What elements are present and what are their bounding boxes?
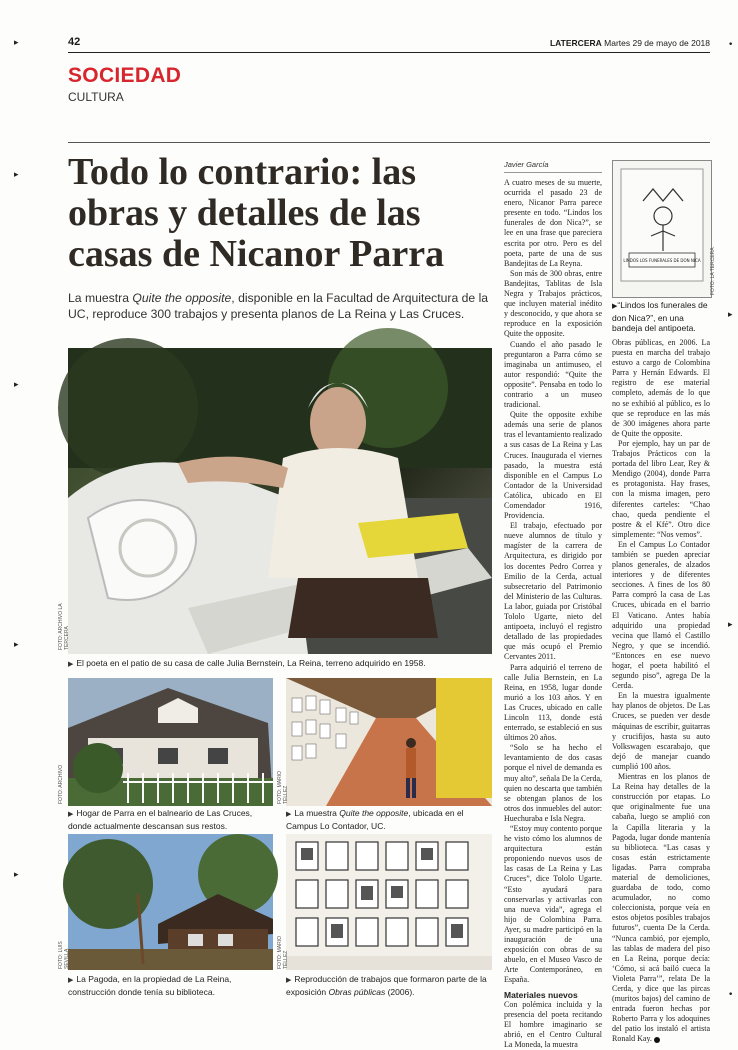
paragraph: “Solo se ha hecho el levantamiento de dos casas porque el nivel de demanda es muy alto”, señala De la Cerda, quien no descarta que también se obtengan planos de los otros dos inmuebles del autor: Huechuraba e Isla Negra.: [504, 743, 602, 823]
byline: Javier García: [504, 160, 549, 169]
scan-mark: ▸: [14, 640, 19, 650]
tray-text: LINDOS LOS FUNERALES DE DON NICA: [623, 258, 701, 263]
tray-photo: [612, 160, 712, 298]
paragraph: En el Campus Lo Contador también se pueden apreciar planos generales, de alzados interiores y de diferentes secciones. A fines de los 80 Parra compró la casa de Las Cruces, ubicada en el barrio El Vaticano. Antes había adquirido una propiedad vecina que llamó el Castillo Negro, y que se incendió. “Entonces en ese nuevo hogar, el poeta habilitó el segundo piso”, agrega De la Cerda.: [612, 539, 710, 691]
pagoda-photo: [68, 834, 273, 970]
gallery-photo: [286, 678, 492, 806]
works-photo: [286, 834, 492, 970]
scan-mark: ▸: [728, 620, 733, 630]
exhibition-hall-illustration: [286, 678, 492, 806]
issue-date: Martes 29 de mayo de 2018: [604, 38, 710, 48]
main-photo-credit: FOTO: ARCHIVO LA TERCERA: [58, 603, 70, 650]
pagoda-photo-credit: FOTO: LUIS SEVILLA: [58, 941, 70, 969]
subsection-title: CULTURA: [68, 90, 124, 104]
works-photo-caption: ▶ Reproducción de trabajos que formaron parte de la exposición Obras públicas (2006).: [286, 974, 487, 997]
scan-mark: ▸: [14, 38, 19, 48]
caption-arrow-icon: ▶: [68, 811, 74, 818]
main-photo-caption: ▶ El poeta en el patio de su casa de calle Julia Bernstein, La Reina, terreno adquirido en 1958.: [68, 658, 426, 668]
paragraph: Obras públicas, en 2006. La puesta en marcha del trabajo estuvo a cargo de Colombina Parra y Hernán Edwards. El registro de ese material completo, además de lo que no se exhibió al público, es lo que se reproduce en las más de 300 imágenes ahora parte de Quite the opposite.: [612, 338, 710, 438]
dateline: [550, 38, 710, 48]
works-photo-credit: FOTO: MARIO TÉLLEZ: [277, 936, 289, 969]
paragraph: Son más de 300 obras, entre Bandejitas, Tablitas de Isla Negra y Trabajos prácticos, que incluyen material inédito y desconocido, y que ahora se reproduce en la exposición Quite the opposite.: [504, 268, 602, 339]
scan-mark: ▸: [14, 380, 19, 390]
end-mark-icon: [654, 1037, 660, 1043]
poet-in-patio-illustration: [68, 348, 492, 654]
house-photo-caption: ▶ Hogar de Parra en el balneario de Las Cruces, donde actualmente descansan sus restos.: [68, 808, 253, 831]
house-photo-credit: FOTO: ARCHIVO: [58, 764, 64, 804]
brand-name: LATERCERA: [549, 38, 602, 48]
scan-mark: •: [728, 40, 734, 50]
pagoda-photo-caption: ▶ La Pagoda, en la propiedad de La Reina, construcción donde tenía su biblioteca.: [68, 974, 232, 997]
body-column-1: [504, 178, 602, 1049]
framed-works-illustration: [286, 834, 492, 970]
tray-photo-credit: FOTO: LA TERCERA: [710, 247, 716, 295]
tray-drawing: [613, 161, 711, 297]
deck: La muestra Quite the opposite, disponible en la Facultad de Arquitectura de la UC, reproduce 300 trabajos y presenta planos de La Reina y Las Cruces.: [68, 291, 489, 321]
main-photo: [68, 348, 492, 654]
paragraph: En la muestra igualmente hay planos de objetos. De Las Cruces, se pueden ver desde máquinas de escribir, guitarras y crucifijos, hasta su auto Volkswagen escarabajo, que dejó de manejar cuando cumplió 100 años.: [612, 691, 710, 771]
paragraph: Mientras en los planos de La Reina hay detalles de la construcción por etapas. Lo que originalmente fue una cabaña, luego se amplió con la Capilla literaria y la Pagoda, lugar donde mantenía su biblioteca. “Las casas y cosas están estrictamente ligadas. Parra compraba material de demoliciones, guardaba de todo, como acumulador, no como coleccionista, porque veía en estos objetos posibles trabajos futuros”, cuenta De la Cerda. “Nunca cambió, por ejemplo, las tablas de madera del piso en La Reina, porque decía: ‘Cómo, si acá bailó cueca la Violeta Parra’”, relata De la Cerda, y dice que las pircas (muritos bajos) del camino de entrada fueron hechas por Roberto Parra y los adoquines del patio los instaló el artista Ronald Kay.: [612, 772, 710, 1044]
scan-mark: ▸: [14, 170, 19, 180]
header-rule: [68, 52, 710, 53]
paragraph: Cuando el año pasado le preguntaron a Parra cómo se imaginaba un antimuseo, el autor respondió: “Quite the opposite”. Pensaba en todo lo contrario a un museo tradicional.: [504, 339, 602, 410]
scan-mark: ▸: [728, 310, 733, 320]
caption-arrow-icon: ▶: [68, 977, 74, 984]
pagoda-illustration: [68, 834, 273, 970]
paragraph: El trabajo, efectuado por nueve alumnos de título y magíster de la carrera de Arquitectura, es dirigido por los docentes Pedro Correa y Emilio de la Cerda, actual subsecretario del Patrimonio del Ministerio de las Culturas. La labor, guiada por Cristóbal Tololo Ugarte, nieto del antipoeta, incluyó el registro detallado de las propiedades que más ocupó el Premio Cervantes 2011.: [504, 521, 602, 662]
tray-caption: ▶“Lindos los funerales de don Nica?”, en una bandeja del antipoeta.: [612, 300, 708, 333]
las-cruces-house-illustration: [68, 678, 273, 806]
byline-rule: [504, 172, 602, 173]
body-column-2: [612, 338, 710, 1044]
paragraph: Por ejemplo, hay un par de Trabajos Prácticos con la portada del libro Lear, Rey & Mendigo (2004), donde Parra es protagonista. Hay frases, con la misma imagen, pero diferentes carteles: “Chao chao, queda pendiente el postre & el Kfé”. Otro dice simplemente: “Nos vemos”.: [612, 438, 710, 539]
section-rule: [68, 142, 710, 143]
caption-arrow-icon: ▶: [68, 661, 74, 668]
caption-arrow-icon: ▶: [286, 977, 292, 984]
paragraph: “Estoy muy contento porque he visto cómo los alumnos de arquitectura están proponiendo nuevos usos de las casas de La Reina y Las Cruces”, dice Tololo Ugarte. “Esto ayudará para conservarlas y activarlas con una nueva vida”, agrega el hijo de Colombina Parra. Ayer, su madre participó en la inauguración de una exposición con obras de su abuelo, en el Museo Vasco de Arte Contemporáneo, en España.: [504, 824, 602, 985]
house-photo: [68, 678, 273, 806]
paragraph: Quite the opposite exhibe además una serie de planos tras el levantamiento realizado a sus casas de La Reina y Las Cruces. Inaugurada el viernes pasado, la muestra está disponible en el Campus Lo Contador de la Universidad Católica, ubicado en El Comendador 1916, Providencia.: [504, 410, 602, 521]
paragraph: Con polémica incluida y la presencia del poeta recitando El hombre imaginario se abrió, en el Centro Cultural La Moneda, la muestra: [504, 999, 602, 1049]
caption-arrow-icon: ▶: [286, 811, 292, 818]
section-title: SOCIEDAD: [68, 64, 182, 87]
gallery-photo-credit: FOTO: MARIO TÉLLEZ: [277, 771, 289, 804]
page-number: 42: [68, 36, 81, 48]
headline: Todo lo contrario: las obras y detalles de las casas de Nicanor Parra: [68, 151, 445, 275]
paragraph: Parra adquirió el terreno de calle Julia Bernstein, en La Reina, en 1958, lugar donde murió a los 103 años. Y en Las Cruces, ubicado en calle Lincoln 113, donde está enterrado, se estableció en sus últimos 20 años.: [504, 662, 602, 743]
scan-mark: ▸: [14, 870, 19, 880]
caption-arrow-icon: ▶: [612, 303, 618, 310]
paragraph: A cuatro meses de su muerte, ocurrida el pasado 23 de enero, Nicanor Parra parece presente en todo. “Lindos los funerales de don Nica?”, se lee en una frase que pareciera escrita por otro. Pero es del poeta, parte de una de sus Bandejitas de La Reyna.: [504, 178, 602, 268]
gallery-photo-caption: ▶ La muestra Quite the opposite, ubicada en el Campus Lo Contador, UC.: [286, 808, 464, 831]
subheading: Materiales nuevos: [504, 989, 578, 1000]
scan-mark: •: [728, 990, 734, 1000]
